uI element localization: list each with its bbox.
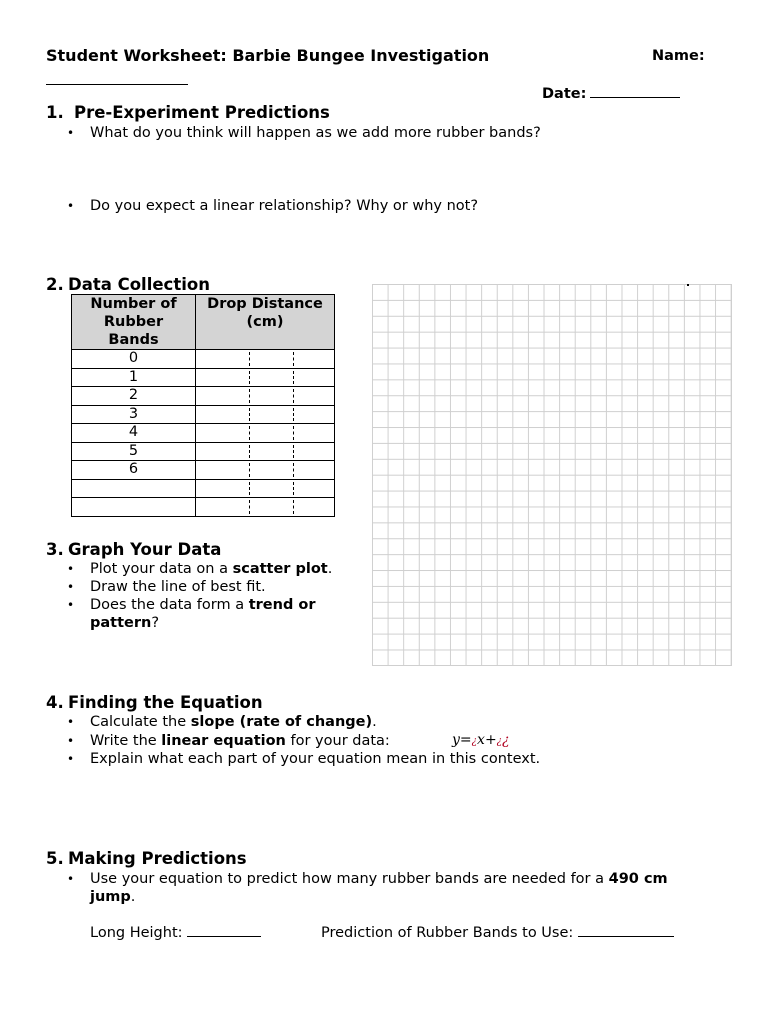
section3-number: 3. — [46, 540, 64, 559]
section3-title: Graph Your Data — [68, 540, 222, 559]
drop-distance-cell[interactable] — [196, 498, 335, 517]
long-height-row — [90, 924, 261, 942]
table-header-row — [72, 295, 335, 350]
drop-distance-cell[interactable] — [196, 387, 335, 406]
long-height-field[interactable] — [187, 924, 261, 937]
table-row — [72, 424, 335, 443]
rubber-bands-cell: 1 — [72, 368, 196, 387]
prediction-field[interactable] — [578, 924, 674, 937]
section3-heading — [46, 540, 221, 559]
table-row — [72, 479, 335, 498]
drop-distance-cell[interactable] — [196, 479, 335, 498]
graph-grid[interactable] — [372, 284, 732, 666]
section4-heading — [46, 693, 263, 712]
drop-distance-cell[interactable] — [196, 368, 335, 387]
section1-number: 1. — [46, 103, 64, 122]
linear-equation: y=¿x+¿¿ — [452, 732, 510, 748]
data-collection-table — [71, 294, 335, 517]
section3-bullet-2: • Draw the line of best fit. — [67, 579, 266, 595]
table-row — [72, 461, 335, 480]
section3-bullet-3-cont: pattern? — [90, 615, 160, 631]
table-row — [72, 368, 335, 387]
prediction-label: Prediction of Rubber Bands to Use: — [321, 925, 574, 941]
grid-mark — [687, 284, 689, 286]
drop-distance-cell[interactable] — [196, 461, 335, 480]
section1-heading — [46, 103, 330, 122]
rubber-bands-cell: 2 — [72, 387, 196, 406]
section4-title: Finding the Equation — [68, 693, 263, 712]
prediction-row — [321, 924, 674, 942]
section5-heading — [46, 849, 247, 868]
section4-bullet-2: • Write the linear equation for your data: — [67, 733, 390, 749]
section5-title: Making Predictions — [68, 849, 247, 868]
rubber-bands-cell[interactable] — [72, 498, 196, 517]
table-row — [72, 442, 335, 461]
section1-bullet-2: • Do you expect a linear relationship? Why or why not? — [67, 198, 479, 214]
rubber-bands-cell: 5 — [72, 442, 196, 461]
section1-bullet-1: • What do you think will happen as we add more rubber bands? — [67, 125, 541, 141]
section4-bullet-1: • Calculate the slope (rate of change). — [67, 714, 377, 730]
drop-distance-cell[interactable] — [196, 405, 335, 424]
table-row — [72, 350, 335, 369]
section2-title: Data Collection — [68, 275, 210, 294]
table-row — [72, 498, 335, 517]
section5-bullet-1: • Use your equation to predict how many rubber bands are needed for a 490 cm — [67, 871, 668, 887]
section2-heading — [46, 275, 210, 294]
drop-distance-cell[interactable] — [196, 442, 335, 461]
date-label: Date: — [542, 86, 587, 102]
section1-title: Pre-Experiment Predictions — [74, 103, 330, 122]
long-height-label: Long Height: — [90, 925, 183, 941]
date-field-line[interactable] — [590, 85, 680, 98]
col-header-rubber-bands: Number of Rubber Bands — [72, 295, 196, 350]
col-header-drop-distance: Drop Distance (cm) — [196, 295, 335, 350]
table-row — [72, 387, 335, 406]
section4-bullet-3: • Explain what each part of your equation mean in this context. — [67, 751, 541, 767]
rubber-bands-cell: 0 — [72, 350, 196, 369]
section4-number: 4. — [46, 693, 64, 712]
section5-bullet-1-cont: jump. — [90, 889, 136, 905]
rubber-bands-cell: 3 — [72, 405, 196, 424]
section5-number: 5. — [46, 849, 64, 868]
rubber-bands-cell: 6 — [72, 461, 196, 480]
name-label: Name: — [652, 48, 705, 64]
table-row — [72, 405, 335, 424]
rubber-bands-cell: 4 — [72, 424, 196, 443]
section2-number: 2. — [46, 275, 64, 294]
date-row — [542, 85, 680, 102]
name-field-line[interactable] — [46, 72, 188, 85]
drop-distance-cell[interactable] — [196, 424, 335, 443]
section3-bullet-1: • Plot your data on a scatter plot. — [67, 561, 333, 577]
drop-distance-cell[interactable] — [196, 350, 335, 369]
section3-bullet-3: • Does the data form a trend or — [67, 597, 316, 613]
rubber-bands-cell[interactable] — [72, 479, 196, 498]
worksheet-title: Student Worksheet: Barbie Bungee Investigation — [46, 46, 490, 65]
